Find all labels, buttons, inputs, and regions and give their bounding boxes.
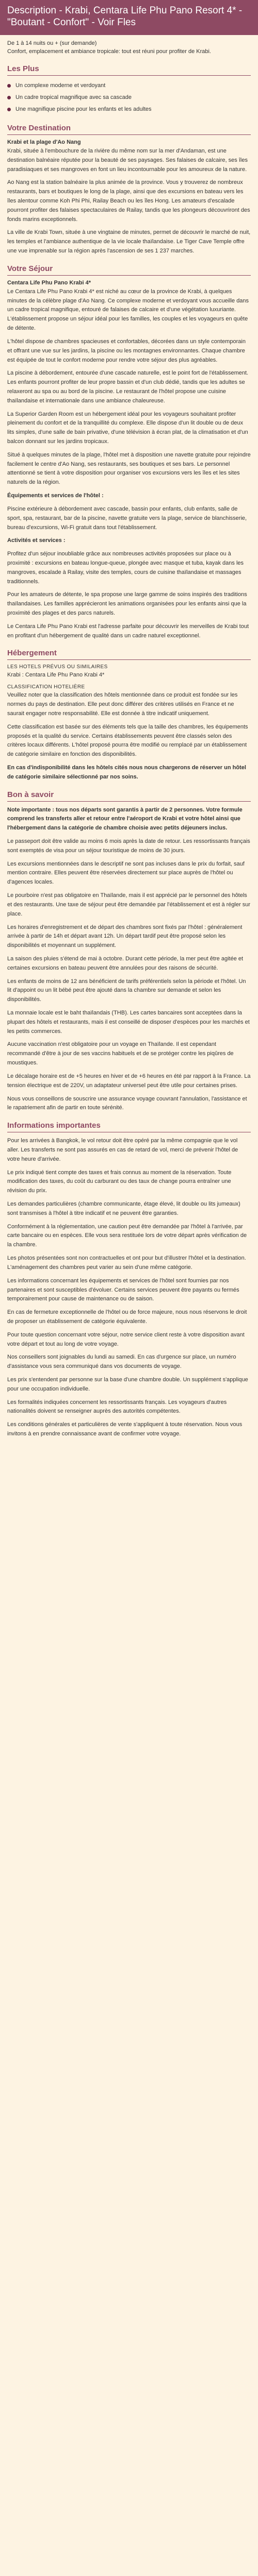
- divider: [7, 75, 251, 76]
- paragraph-heading: Équipements et services de l'hôtel :: [7, 493, 104, 499]
- hotels-heading: LES HOTELS PRÉVUS OU SIMILAIRES: [7, 664, 108, 670]
- paragraph: Les enfants de moins de 12 ans bénéficient de tarifs préférentiels selon la période et l'hôtel. Un lit d'appoint ou un lit bébé peut être ajouté dans la chambre sur demande et selon les disponibilités.: [7, 978, 246, 1003]
- section-title-plus: Les Plus: [7, 64, 39, 73]
- section-title-sejour: Votre Séjour: [7, 264, 53, 273]
- paragraph: Le prix indiqué tient compte des taxes et frais connus au moment de la réservation. Toute modification des taxes, du coût du carburant ou des taux de change pourra entraîner une révision du prix.: [7, 1169, 232, 1194]
- paragraph: La saison des pluies s'étend de mai à octobre. Durant cette période, la mer peut être agitée et certaines excursions en bateau peuvent être annulées pour des raisons de sécurité.: [7, 955, 244, 971]
- paragraph-notice: En cas d'indisponibilité dans les hôtels cités nous nous chargerons de réserver un hôtel de catégorie similaire sélectionné par nos soins.: [7, 764, 246, 780]
- paragraph: Le décalage horaire est de +5 heures en hiver et de +6 heures en été par rapport à la France. La tension électrique est de 220V, un adaptateur universel peut être utile pour certaines prises.: [7, 1073, 251, 1089]
- section-title-infos: Informations importantes: [7, 1121, 101, 1130]
- paragraph: Ao Nang est la station balnéaire la plus animée de la province. Vous y trouverez de nombreux restaurants, bars et boutiques le long de la plage, ainsi que des excursions en bateau vers les îles alentour comme Koh Phi Phi, Railay Beach ou les îles Hong. Les amateurs d'escalade pourront profiter des falaises spectaculaires de Railay, tandis que les plongeurs découvriront des fonds marins exceptionnels.: [7, 179, 250, 223]
- paragraph: Les prix s'entendent par personne sur la base d'une chambre double. Un supplément s'applique pour une occupation individuelle.: [7, 1377, 248, 1392]
- hotel-label: Krabi : Centara Life Phu Pano Krabi 4*: [7, 672, 105, 679]
- paragraph: Profitez d'un séjour inoubliable grâce aux nombreuses activités proposées sur place ou à proximité : excursions en bateau longue-queue, plongée avec masque et tuba, kayak dans les mangroves, escalade à Railay, visite des temples, cours de cuisine thaïlandaise et massages traditionnels.: [7, 551, 244, 585]
- paragraph: Le Centara Life Phu Pano Krabi 4* est niché au cœur de la province de Krabi, à quelques minutes de la célèbre plage d'Ao Nang. Ce complexe moderne et verdoyant vous accueille dans un cadre tropical magnifique, entouré de falaises de calcaire et d'une végétation luxuriante. L'établissement propose un séjour idéal pour les familles, les couples et les voyageurs en quête de détente.: [7, 288, 249, 332]
- sejour-subtitle: Centara Life Phu Pano Krabi 4*: [7, 279, 91, 286]
- section-title-hebergement: Hébergement: [7, 649, 57, 658]
- paragraph: L'hôtel dispose de chambres spacieuses et confortables, décorées dans un style contemporain et offrant une vue sur les jardins, la piscine ou les montagnes environnantes. Chaque chambre est équipée de tout le confort moderne pour rendre votre séjour des plus agréables.: [7, 338, 246, 363]
- list-item: Un complexe moderne et verdoyant: [7, 80, 251, 92]
- paragraph: Les demandes particulières (chambre communicante, étage élevé, lit double ou lits jumeaux) sont transmises à l'hôtel à titre indicatif et ne peuvent être garanties.: [7, 1201, 240, 1216]
- destination-subtitle: Krabi et la plage d'Ao Nang: [7, 139, 81, 145]
- plus-list: [7, 80, 251, 115]
- paragraph: Pour toute question concernant votre séjour, notre service client reste à votre disposition avant votre départ et tout au long de votre voyage.: [7, 1331, 245, 1347]
- paragraph: Conformément à la réglementation, une caution peut être demandée par l'hôtel à l'arrivée, par carte bancaire ou en espèces. Elle vous sera restituée lors de votre départ après vérification de la chambre.: [7, 1223, 247, 1248]
- paragraph: Le Centara Life Phu Pano Krabi est l'adresse parfaite pour découvrir les merveilles de Krabi tout en profitant d'un hébergement de qualité dans un cadre naturel exceptionnel.: [7, 623, 249, 639]
- paragraph-notice: Note importante : tous nos départs sont garantis à partir de 2 personnes. Votre formule comprend les transferts aller et retour entre l'aéroport de Krabi et votre hôtel ainsi que l'hébergement dans la catégorie de chambre choisie avec petits déjeuners inclus.: [7, 806, 243, 832]
- paragraph: Le passeport doit être valide au moins 6 mois après la date de retour. Les ressortissants français sont exemptés de visa pour un séjour touristique de moins de 30 jours.: [7, 838, 250, 854]
- divider: [7, 659, 251, 660]
- intro-duration: De 1 à 14 nuits ou + (sur demande): [7, 40, 97, 46]
- paragraph: Aucune vaccination n'est obligatoire pour un voyage en Thaïlande. Il est cependant recommandé d'être à jour de ses vaccins habituels et de se protéger contre les piqûres de moustiques.: [7, 1041, 234, 1066]
- paragraph: La piscine à débordement, entourée d'une cascade naturelle, est le point fort de l'établissement. Les enfants pourront profiter de leur propre bassin et d'un club dédié, tandis que les adultes se relaxeront au spa ou au bord de la piscine. Le restaurant de l'hôtel propose une cuisine thaïlandaise et internationale dans une ambiance chaleureuse.: [7, 370, 249, 404]
- paragraph: Pour les amateurs de détente, le spa propose une large gamme de soins inspirés des traditions thaïlandaises. Les familles apprécieront les animations organisées pour les enfants ainsi que la proximité des plages et des parcs naturels.: [7, 591, 247, 616]
- content: [0, 35, 258, 1439]
- paragraph-heading: Activités et services :: [7, 537, 66, 544]
- bullet-icon: [7, 84, 11, 88]
- paragraph: Nos conseillers sont joignables du lundi au samedi. En cas d'urgence sur place, un numéro d'assistance vous sera communiqué dans vos documents de voyage.: [7, 1354, 236, 1370]
- paragraph: Les formalités indiquées concernent les ressortissants français. Les voyageurs d'autres nationalités doivent se renseigner auprès des autorités compétentes.: [7, 1399, 227, 1415]
- paragraph: La ville de Krabi Town, située à une vingtaine de minutes, permet de découvrir le marché de nuit, les temples et l'ambiance authentique de la vie locale thaïlandaise. Le Tiger Cave Temple offre une vue imprenable sur la région après l'ascension de ses 1 237 marches.: [7, 229, 251, 254]
- classification-heading: CLASSIFICATION HOTELIÈRE: [7, 684, 85, 690]
- list-item: Une magnifique piscine pour les enfants et les adultes: [7, 104, 251, 115]
- divider: [7, 801, 251, 802]
- paragraph: Les informations concernant les équipements et services de l'hôtel sont fournies par nos partenaires et sont susceptibles d'évoluer. Certains services peuvent être payants ou fermés temporairement pour cause de maintenance ou de saison.: [7, 1277, 239, 1302]
- paragraph: Les photos présentées sont non contractuelles et ont pour but d'illustrer l'hôtel et la destination. L'aménagement des chambres peut varier au sein d'une même catégorie.: [7, 1255, 246, 1270]
- list-item: Un cadre tropical magnifique avec sa cascade: [7, 92, 251, 104]
- paragraph: La monnaie locale est le baht thaïlandais (THB). Les cartes bancaires sont acceptées dans la plupart des hôtels et restaurants, mais il est conseillé de disposer d'espèces pour les marchés et les petits commerces.: [7, 1010, 250, 1035]
- section-title-destination: Votre Destination: [7, 123, 71, 132]
- paragraph: Les conditions générales et particulières de vente s'appliquent à toute réservation. Nous vous invitons à en prendre connaissance avant de confirmer votre voyage.: [7, 1421, 243, 1437]
- intro: [7, 39, 251, 56]
- divider: [7, 275, 251, 276]
- paragraph: Nous vous conseillons de souscrire une assurance voyage couvrant l'annulation, l'assistance et le rapatriement afin de partir en toute sérénité.: [7, 1095, 247, 1111]
- paragraph: Pour les arrivées à Bangkok, le vol retour doit être opéré par la même compagnie que le vol aller. Les transferts ne sont pas assurés en cas de retard de vol, merci de prévenir l'hôtel de votre heure d'arrivée.: [7, 1138, 238, 1162]
- bullet-icon: [7, 108, 11, 111]
- paragraph: Les excursions mentionnées dans le descriptif ne sont pas incluses dans le prix du forfait, sauf mention contraire. Elles peuvent être réservées directement sur place auprès de l'hôtel ou d'agences locales.: [7, 860, 245, 886]
- title-banner: [0, 0, 258, 35]
- intro-tagline: Confort, emplacement et ambiance tropicale: tout est réuni pour profiter de Krabi.: [7, 48, 211, 55]
- paragraph: Krabi, située à l'embouchure de la rivière du même nom sur la mer d'Andaman, est une destination balnéaire réputée pour la beauté de ses paysages. Ses falaises de calcaire, ses îles paradisiaques et ses mangroves en font un lieu incontournable pour les amoureux de la nature.: [7, 147, 248, 173]
- section-title-savoir: Bon à savoir: [7, 790, 54, 799]
- paragraph: Piscine extérieure à débordement avec cascade, bassin pour enfants, club enfants, salle de sport, spa, restaurant, bar de la piscine, navette gratuite vers la plage, service de blanchisserie, bureau d'excursions, Wi-Fi gratuit dans tout l'établissement.: [7, 505, 247, 531]
- paragraph: En cas de fermeture exceptionnelle de l'hôtel ou de force majeure, nous nous réservons le droit de proposer un établissement de catégorie équivalente.: [7, 1309, 247, 1325]
- paragraph: Veuillez noter que la classification des hôtels mentionnée dans ce produit est fondée sur les normes du pays de destination. Elle peut donc différer des critères utilisés en France et ne saurait engager notre responsabilité. Elle est donnée à titre indicatif uniquement.: [7, 692, 238, 717]
- bullet-icon: [7, 96, 11, 99]
- page-title: Description - Krabi, Centara Life Phu Pano Resort 4* - "Boutant - Confort" - Voir Fles: [7, 5, 243, 28]
- paragraph: Cette classification est basée sur des éléments tels que la taille des chambres, les équipements proposés et la qualité du service. Certains établissements peuvent être classés selon des critères locaux différents. L'hôtel proposé pourra être modifié ou remplacé par un établissement de catégorie similaire en fonction des disponibilités.: [7, 723, 248, 758]
- divider: [7, 134, 251, 135]
- paragraph: Le pourboire n'est pas obligatoire en Thaïlande, mais il est apprécié par le personnel des hôtels et des restaurants. Une taxe de séjour peut être demandée par l'établissement et est à régler sur place.: [7, 892, 251, 917]
- paragraph: Situé à quelques minutes de la plage, l'hôtel met à disposition une navette gratuite pour rejoindre facilement le centre d'Ao Nang, ses restaurants, ses boutiques et ses bars. Le personnel attentionné se tient à votre disposition pour organiser vos excursions vers les îles et les sites naturels de la région.: [7, 451, 251, 486]
- paragraph: La Superior Garden Room est un hébergement idéal pour les voyageurs souhaitant profiter pleinement du confort et de la tranquillité du complexe. Elle dispose d'un lit double ou de deux lits simples, d'une salle de bain privative, d'une télévision à écran plat, de la climatisation et d'un balcon donnant sur les jardins tropicaux.: [7, 411, 248, 445]
- paragraph: Les horaires d'enregistrement et de départ des chambres sont fixés par l'hôtel : généralement arrivée à partir de 14h et départ avant 12h. Un départ tardif peut être proposé selon les disponibilités et moyennant un supplément.: [7, 924, 243, 949]
